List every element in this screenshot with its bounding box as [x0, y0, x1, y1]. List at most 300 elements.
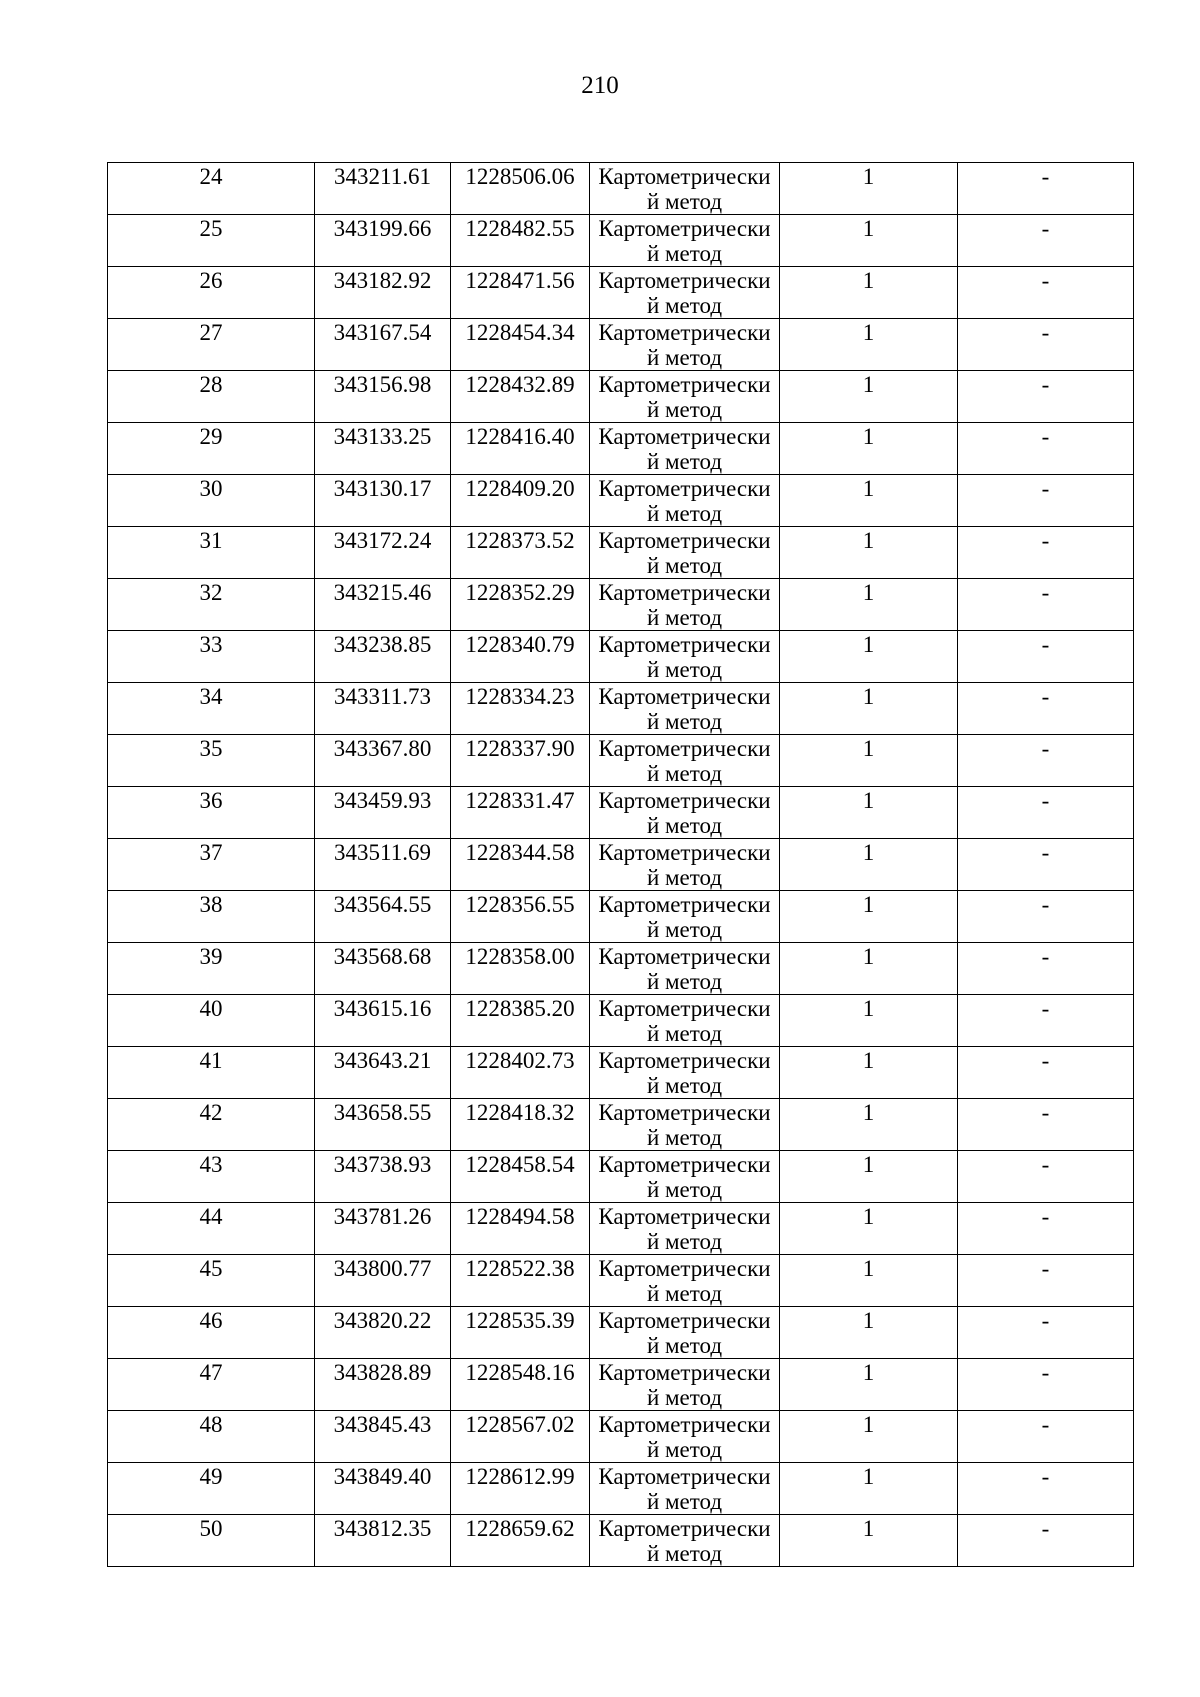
point-number-text: 33 [199, 632, 223, 657]
accuracy-text: 1 [862, 1516, 875, 1541]
method-text-line2: й метод [646, 1125, 723, 1150]
method-cell [590, 579, 780, 631]
method-text-line1: Картометрически [598, 164, 771, 189]
method-text-line1: Картометрически [598, 1464, 771, 1489]
note-text: - [1041, 1516, 1050, 1541]
point-number-cell [108, 371, 315, 423]
method-text-line1: Картометрически [598, 736, 771, 761]
accuracy-text: 1 [862, 372, 875, 397]
y-coordinate-cell [451, 423, 590, 475]
method-text-line2: й метод [646, 345, 723, 370]
point-number-text: 37 [199, 840, 223, 865]
note-cell [958, 1203, 1134, 1255]
x-coordinate-text: 343800.77 [333, 1256, 432, 1281]
accuracy-text: 1 [862, 1152, 875, 1177]
point-number-text: 43 [199, 1152, 223, 1177]
table-row [108, 1515, 1134, 1567]
y-coordinate-text: 1228535.39 [465, 1308, 575, 1333]
x-coordinate-cell [315, 631, 451, 683]
x-coordinate-cell [315, 1203, 451, 1255]
accuracy-cell [780, 1255, 958, 1307]
accuracy-cell [780, 943, 958, 995]
point-number-text: 28 [199, 372, 223, 397]
method-text-line2: й метод [646, 293, 723, 318]
method-text-line2: й метод [646, 189, 723, 214]
accuracy-text: 1 [862, 684, 875, 709]
accuracy-cell [780, 1515, 958, 1567]
note-text: - [1041, 268, 1050, 293]
x-coordinate-text: 343643.21 [333, 1048, 432, 1073]
y-coordinate-cell [451, 475, 590, 527]
table-row [108, 1359, 1134, 1411]
y-coordinate-cell [451, 787, 590, 839]
point-number-cell [108, 1359, 315, 1411]
table-row [108, 579, 1134, 631]
point-number-cell [108, 839, 315, 891]
method-text-line1: Картометрически [598, 632, 771, 657]
note-text: - [1041, 528, 1050, 553]
y-coordinate-text: 1228567.02 [465, 1412, 575, 1437]
y-coordinate-cell [451, 631, 590, 683]
x-coordinate-text: 343311.73 [334, 684, 431, 709]
table-row [108, 527, 1134, 579]
note-cell [958, 267, 1134, 319]
point-number-text: 26 [199, 268, 223, 293]
accuracy-cell [780, 1151, 958, 1203]
x-coordinate-text: 343199.66 [333, 216, 432, 241]
accuracy-text: 1 [862, 944, 875, 969]
x-coordinate-text: 343156.98 [333, 372, 432, 397]
x-coordinate-text: 343845.43 [333, 1412, 432, 1437]
point-number-text: 46 [199, 1308, 223, 1333]
point-number-text: 49 [199, 1464, 223, 1489]
method-cell [590, 787, 780, 839]
method-text-line2: й метод [646, 1177, 723, 1202]
method-text-line2: й метод [646, 1541, 723, 1566]
method-cell [590, 1307, 780, 1359]
table-row [108, 839, 1134, 891]
y-coordinate-cell [451, 891, 590, 943]
accuracy-text: 1 [862, 528, 875, 553]
method-text-line2: й метод [646, 501, 723, 526]
accuracy-text: 1 [862, 320, 875, 345]
table-row [108, 1255, 1134, 1307]
method-cell [590, 527, 780, 579]
note-cell [958, 215, 1134, 267]
y-coordinate-cell [451, 371, 590, 423]
y-coordinate-text: 1228373.52 [465, 528, 575, 553]
point-number-cell [108, 579, 315, 631]
y-coordinate-cell [451, 319, 590, 371]
y-coordinate-text: 1228385.20 [465, 996, 575, 1021]
accuracy-text: 1 [862, 268, 875, 293]
accuracy-cell [780, 1411, 958, 1463]
point-number-cell [108, 1151, 315, 1203]
y-coordinate-text: 1228409.20 [465, 476, 575, 501]
method-text-line1: Картометрически [598, 1360, 771, 1385]
x-coordinate-text: 343459.93 [333, 788, 432, 813]
x-coordinate-cell [315, 1255, 451, 1307]
y-coordinate-cell [451, 1203, 590, 1255]
note-text: - [1041, 1100, 1050, 1125]
point-number-cell [108, 319, 315, 371]
x-coordinate-cell [315, 215, 451, 267]
accuracy-cell [780, 475, 958, 527]
point-number-cell [108, 475, 315, 527]
x-coordinate-text: 343133.25 [333, 424, 432, 449]
x-coordinate-cell [315, 1307, 451, 1359]
method-cell [590, 1255, 780, 1307]
y-coordinate-text: 1228337.90 [465, 736, 575, 761]
x-coordinate-cell [315, 423, 451, 475]
point-number-cell [108, 1411, 315, 1463]
method-text-line2: й метод [646, 397, 723, 422]
page-number: 210 [581, 72, 619, 99]
method-text-line2: й метод [646, 449, 723, 474]
method-text-line2: й метод [646, 1437, 723, 1462]
method-text-line2: й метод [646, 1073, 723, 1098]
table-row [108, 1151, 1134, 1203]
note-text: - [1041, 580, 1050, 605]
y-coordinate-cell [451, 943, 590, 995]
method-cell [590, 1515, 780, 1567]
method-cell [590, 1203, 780, 1255]
point-number-text: 32 [199, 580, 223, 605]
note-cell [958, 1255, 1134, 1307]
accuracy-cell [780, 787, 958, 839]
point-number-cell [108, 267, 315, 319]
x-coordinate-text: 343820.22 [333, 1308, 432, 1333]
method-text-line1: Картометрически [598, 1048, 771, 1073]
accuracy-cell [780, 1307, 958, 1359]
accuracy-cell [780, 527, 958, 579]
x-coordinate-text: 343130.17 [333, 476, 432, 501]
method-cell [590, 371, 780, 423]
accuracy-text: 1 [862, 1464, 875, 1489]
method-text-line2: й метод [646, 969, 723, 994]
x-coordinate-text: 343211.61 [334, 164, 431, 189]
x-coordinate-cell [315, 683, 451, 735]
method-text-line1: Картометрически [598, 476, 771, 501]
method-cell [590, 683, 780, 735]
accuracy-text: 1 [862, 632, 875, 657]
note-text: - [1041, 840, 1050, 865]
point-number-cell [108, 1307, 315, 1359]
note-text: - [1041, 1048, 1050, 1073]
point-number-cell [108, 1515, 315, 1567]
table-row [108, 631, 1134, 683]
method-text-line2: й метод [646, 1489, 723, 1514]
point-number-cell [108, 1255, 315, 1307]
accuracy-text: 1 [862, 1308, 875, 1333]
point-number-cell [108, 891, 315, 943]
point-number-text: 24 [199, 164, 223, 189]
y-coordinate-text: 1228458.54 [465, 1152, 575, 1177]
table-row [108, 1099, 1134, 1151]
point-number-text: 47 [199, 1360, 223, 1385]
x-coordinate-text: 343564.55 [333, 892, 432, 917]
method-text-line2: й метод [646, 917, 723, 942]
note-cell [958, 1411, 1134, 1463]
y-coordinate-cell [451, 1515, 590, 1567]
x-coordinate-cell [315, 1515, 451, 1567]
x-coordinate-text: 343658.55 [333, 1100, 432, 1125]
accuracy-cell [780, 371, 958, 423]
y-coordinate-text: 1228356.55 [465, 892, 575, 917]
method-text-line1: Картометрически [598, 424, 771, 449]
point-number-text: 40 [199, 996, 223, 1021]
table-row [108, 787, 1134, 839]
y-coordinate-cell [451, 683, 590, 735]
note-cell [958, 631, 1134, 683]
accuracy-text: 1 [862, 1360, 875, 1385]
x-coordinate-text: 343738.93 [333, 1152, 432, 1177]
y-coordinate-cell [451, 1463, 590, 1515]
note-text: - [1041, 788, 1050, 813]
accuracy-text: 1 [862, 996, 875, 1021]
table-row [108, 1463, 1134, 1515]
accuracy-cell [780, 683, 958, 735]
table-row [108, 475, 1134, 527]
point-number-cell [108, 683, 315, 735]
table-row [108, 1203, 1134, 1255]
coordinates-table [107, 162, 1134, 1567]
x-coordinate-cell [315, 787, 451, 839]
x-coordinate-text: 343849.40 [333, 1464, 432, 1489]
accuracy-text: 1 [862, 1204, 875, 1229]
method-text-line1: Картометрически [598, 996, 771, 1021]
method-text-line1: Картометрически [598, 1100, 771, 1125]
x-coordinate-text: 343828.89 [333, 1360, 432, 1385]
note-text: - [1041, 684, 1050, 709]
note-cell [958, 319, 1134, 371]
method-cell [590, 267, 780, 319]
x-coordinate-cell [315, 1411, 451, 1463]
method-text-line1: Картометрически [598, 684, 771, 709]
method-text-line1: Картометрически [598, 840, 771, 865]
method-cell [590, 995, 780, 1047]
accuracy-cell [780, 163, 958, 215]
y-coordinate-cell [451, 215, 590, 267]
note-text: - [1041, 1308, 1050, 1333]
method-cell [590, 423, 780, 475]
note-cell [958, 891, 1134, 943]
y-coordinate-text: 1228659.62 [465, 1516, 575, 1541]
point-number-text: 45 [199, 1256, 223, 1281]
method-cell [590, 891, 780, 943]
y-coordinate-text: 1228494.58 [465, 1204, 575, 1229]
y-coordinate-cell [451, 579, 590, 631]
y-coordinate-text: 1228418.32 [465, 1100, 575, 1125]
accuracy-cell [780, 423, 958, 475]
accuracy-cell [780, 891, 958, 943]
point-number-text: 30 [199, 476, 223, 501]
point-number-cell [108, 527, 315, 579]
note-cell [958, 735, 1134, 787]
method-cell [590, 163, 780, 215]
method-text-line2: й метод [646, 1281, 723, 1306]
x-coordinate-cell [315, 579, 451, 631]
note-text: - [1041, 164, 1050, 189]
x-coordinate-text: 343615.16 [333, 996, 432, 1021]
method-text-line1: Картометрически [598, 528, 771, 553]
x-coordinate-cell [315, 1463, 451, 1515]
method-cell [590, 215, 780, 267]
method-text-line2: й метод [646, 865, 723, 890]
point-number-cell [108, 787, 315, 839]
x-coordinate-text: 343215.46 [333, 580, 432, 605]
method-cell [590, 1099, 780, 1151]
method-cell [590, 839, 780, 891]
point-number-text: 42 [199, 1100, 223, 1125]
note-cell [958, 839, 1134, 891]
table-row [108, 891, 1134, 943]
method-text-line2: й метод [646, 813, 723, 838]
note-text: - [1041, 320, 1050, 345]
y-coordinate-cell [451, 527, 590, 579]
method-cell [590, 475, 780, 527]
note-cell [958, 1151, 1134, 1203]
accuracy-text: 1 [862, 1048, 875, 1073]
y-coordinate-text: 1228522.38 [465, 1256, 575, 1281]
method-text-line1: Картометрически [598, 216, 771, 241]
method-text-line1: Картометрически [598, 1204, 771, 1229]
accuracy-text: 1 [862, 1256, 875, 1281]
method-text-line2: й метод [646, 1021, 723, 1046]
method-cell [590, 319, 780, 371]
accuracy-cell [780, 579, 958, 631]
note-text: - [1041, 736, 1050, 761]
point-number-cell [108, 995, 315, 1047]
method-text-line2: й метод [646, 1385, 723, 1410]
note-text: - [1041, 944, 1050, 969]
table-row [108, 735, 1134, 787]
x-coordinate-cell [315, 995, 451, 1047]
y-coordinate-text: 1228612.99 [465, 1464, 575, 1489]
x-coordinate-text: 343781.26 [333, 1204, 432, 1229]
accuracy-cell [780, 1463, 958, 1515]
y-coordinate-cell [451, 1255, 590, 1307]
accuracy-cell [780, 735, 958, 787]
note-cell [958, 1307, 1134, 1359]
x-coordinate-cell [315, 1099, 451, 1151]
y-coordinate-text: 1228482.55 [465, 216, 575, 241]
x-coordinate-cell [315, 1359, 451, 1411]
method-text-line2: й метод [646, 761, 723, 786]
method-text-line1: Картометрически [598, 1412, 771, 1437]
accuracy-cell [780, 1099, 958, 1151]
y-coordinate-cell [451, 1359, 590, 1411]
y-coordinate-cell [451, 163, 590, 215]
method-cell [590, 1463, 780, 1515]
method-text-line1: Картометрически [598, 1516, 771, 1541]
y-coordinate-cell [451, 1047, 590, 1099]
point-number-cell [108, 1463, 315, 1515]
note-text: - [1041, 216, 1050, 241]
method-cell [590, 1047, 780, 1099]
accuracy-cell [780, 839, 958, 891]
x-coordinate-cell [315, 267, 451, 319]
accuracy-text: 1 [862, 476, 875, 501]
point-number-text: 48 [199, 1412, 223, 1437]
accuracy-text: 1 [862, 580, 875, 605]
point-number-text: 35 [199, 736, 223, 761]
x-coordinate-cell [315, 1047, 451, 1099]
note-cell [958, 527, 1134, 579]
note-text: - [1041, 372, 1050, 397]
y-coordinate-cell [451, 1411, 590, 1463]
accuracy-text: 1 [862, 840, 875, 865]
y-coordinate-text: 1228334.23 [465, 684, 575, 709]
x-coordinate-cell [315, 163, 451, 215]
method-text-line1: Картометрически [598, 1152, 771, 1177]
accuracy-text: 1 [862, 216, 875, 241]
y-coordinate-text: 1228331.47 [465, 788, 575, 813]
x-coordinate-cell [315, 527, 451, 579]
accuracy-text: 1 [862, 1100, 875, 1125]
table-row [108, 1047, 1134, 1099]
point-number-text: 50 [199, 1516, 223, 1541]
note-text: - [1041, 996, 1050, 1021]
x-coordinate-text: 343511.69 [334, 840, 431, 865]
method-cell [590, 735, 780, 787]
note-text: - [1041, 1360, 1050, 1385]
note-text: - [1041, 476, 1050, 501]
accuracy-cell [780, 995, 958, 1047]
note-cell [958, 475, 1134, 527]
table-row [108, 943, 1134, 995]
method-cell [590, 631, 780, 683]
x-coordinate-text: 343238.85 [333, 632, 432, 657]
x-coordinate-text: 343167.54 [333, 320, 432, 345]
note-cell [958, 1359, 1134, 1411]
y-coordinate-text: 1228402.73 [465, 1048, 575, 1073]
note-cell [958, 787, 1134, 839]
y-coordinate-text: 1228432.89 [465, 372, 575, 397]
accuracy-cell [780, 319, 958, 371]
point-number-cell [108, 163, 315, 215]
note-text: - [1041, 1152, 1050, 1177]
note-text: - [1041, 424, 1050, 449]
point-number-cell [108, 631, 315, 683]
accuracy-text: 1 [862, 424, 875, 449]
method-text-line1: Картометрически [598, 892, 771, 917]
y-coordinate-cell [451, 1099, 590, 1151]
note-cell [958, 1099, 1134, 1151]
coordinates-table-body [108, 163, 1134, 1567]
table-row [108, 163, 1134, 215]
point-number-text: 27 [199, 320, 223, 345]
y-coordinate-text: 1228506.06 [465, 164, 575, 189]
method-cell [590, 943, 780, 995]
note-cell [958, 1463, 1134, 1515]
note-cell [958, 1047, 1134, 1099]
y-coordinate-text: 1228358.00 [465, 944, 575, 969]
accuracy-cell [780, 1047, 958, 1099]
method-text-line2: й метод [646, 1229, 723, 1254]
method-text-line1: Картометрически [598, 268, 771, 293]
table-row [108, 1411, 1134, 1463]
x-coordinate-cell [315, 839, 451, 891]
table-row [108, 1307, 1134, 1359]
method-text-line1: Картометрически [598, 580, 771, 605]
method-text-line1: Картометрически [598, 788, 771, 813]
note-cell [958, 683, 1134, 735]
x-coordinate-text: 343568.68 [333, 944, 432, 969]
accuracy-text: 1 [862, 788, 875, 813]
x-coordinate-text: 343367.80 [333, 736, 432, 761]
table-row [108, 683, 1134, 735]
